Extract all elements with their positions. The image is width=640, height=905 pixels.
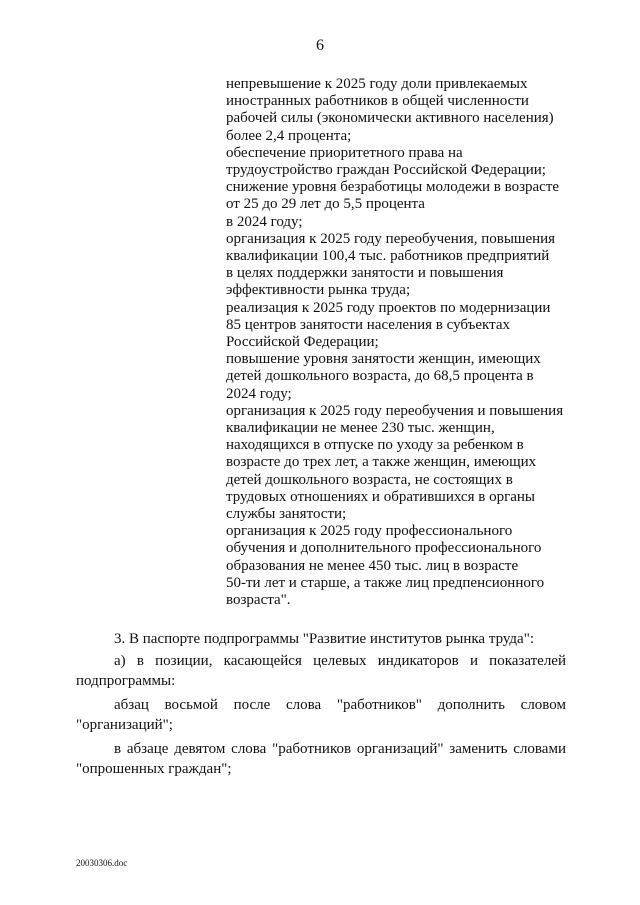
list-line: трудоустройство граждан Российской Федерации; [226, 162, 546, 179]
list-line: организация к 2025 году переобучения, повышения [226, 230, 556, 247]
paragraph-8-line1: абзац восьмой после слова "работников" дополнить словом [114, 697, 566, 713]
list-line: детей дошкольного возраста, до 68,5 процента в [226, 368, 534, 385]
list-line: рабочей силы (экономически активного населения) [226, 110, 554, 127]
list-line: Российской Федерации; [226, 334, 379, 351]
paragraph-9-line1: в абзаце девятом слова "работников организаций" заменить словами [114, 741, 566, 757]
list-line: иностранных работников в общей численности [226, 93, 529, 110]
list-line: повышение уровня занятости женщин, имеющих [226, 351, 541, 368]
list-line: обучения и дополнительного профессионального [226, 540, 542, 557]
list-line: 2024 году; [226, 385, 292, 402]
paragraph-9-line2: "опрошенных граждан"; [76, 761, 232, 777]
list-line: снижение уровня безработицы молодежи в возрасте [226, 179, 560, 196]
document-filename: 20030306.doc [76, 858, 128, 868]
list-line: возраста". [226, 592, 291, 609]
list-line: 85 центров занятости населения в субъектах [226, 316, 511, 333]
list-line: образования не менее 450 тыс. лиц в возрасте [226, 557, 519, 574]
list-line: эффективности рынка труда; [226, 282, 411, 299]
list-line: детей дошкольного возраста, не состоящих в [226, 471, 513, 488]
paragraph-8-line2: "организаций"; [76, 717, 173, 733]
list-line: реализация к 2025 году проектов по модернизации [226, 299, 551, 316]
list-line: непревышение к 2025 году доли привлекаемых [226, 76, 528, 92]
list-line: в целях поддержки занятости и повышения [226, 265, 504, 282]
list-line: квалификации не менее 230 тыс. женщин, [226, 420, 495, 437]
list-line: организация к 2025 году профессионального [226, 523, 513, 540]
list-line: службы занятости; [226, 506, 347, 523]
list-line: возрасте до трех лет, а также женщин, имеющих [226, 454, 537, 471]
list-line: трудовых отношениях и обратившихся в органы [226, 488, 535, 505]
subitem-a-line2: подпрограммы: [76, 673, 176, 689]
subitem-a-line1: а) в позиции, касающейся целевых индикаторов и показателей [114, 653, 566, 669]
page-number: 6 [316, 37, 324, 54]
list-line: от 25 до 29 лет до 5,5 процента [226, 196, 425, 213]
list-line: в 2024 году; [226, 213, 303, 230]
amendment-text [76, 629, 566, 779]
item-3-paragraph: 3. В паспорте подпрограммы "Развитие институтов рынка труда": [114, 631, 535, 647]
list-line: 50-ти лет и старше, а также лиц предпенсионного [226, 574, 545, 591]
list-line: обеспечение приоритетного права на [226, 144, 463, 161]
list-line: более 2,4 процента; [226, 127, 352, 144]
list-line: находящихся в отпуске по уходу за ребенком в [226, 437, 524, 454]
list-line: квалификации 100,4 тыс. работников предприятий [226, 248, 550, 265]
target-indicators-list [226, 76, 571, 609]
list-line: организация к 2025 году переобучения и повышения [226, 402, 564, 419]
